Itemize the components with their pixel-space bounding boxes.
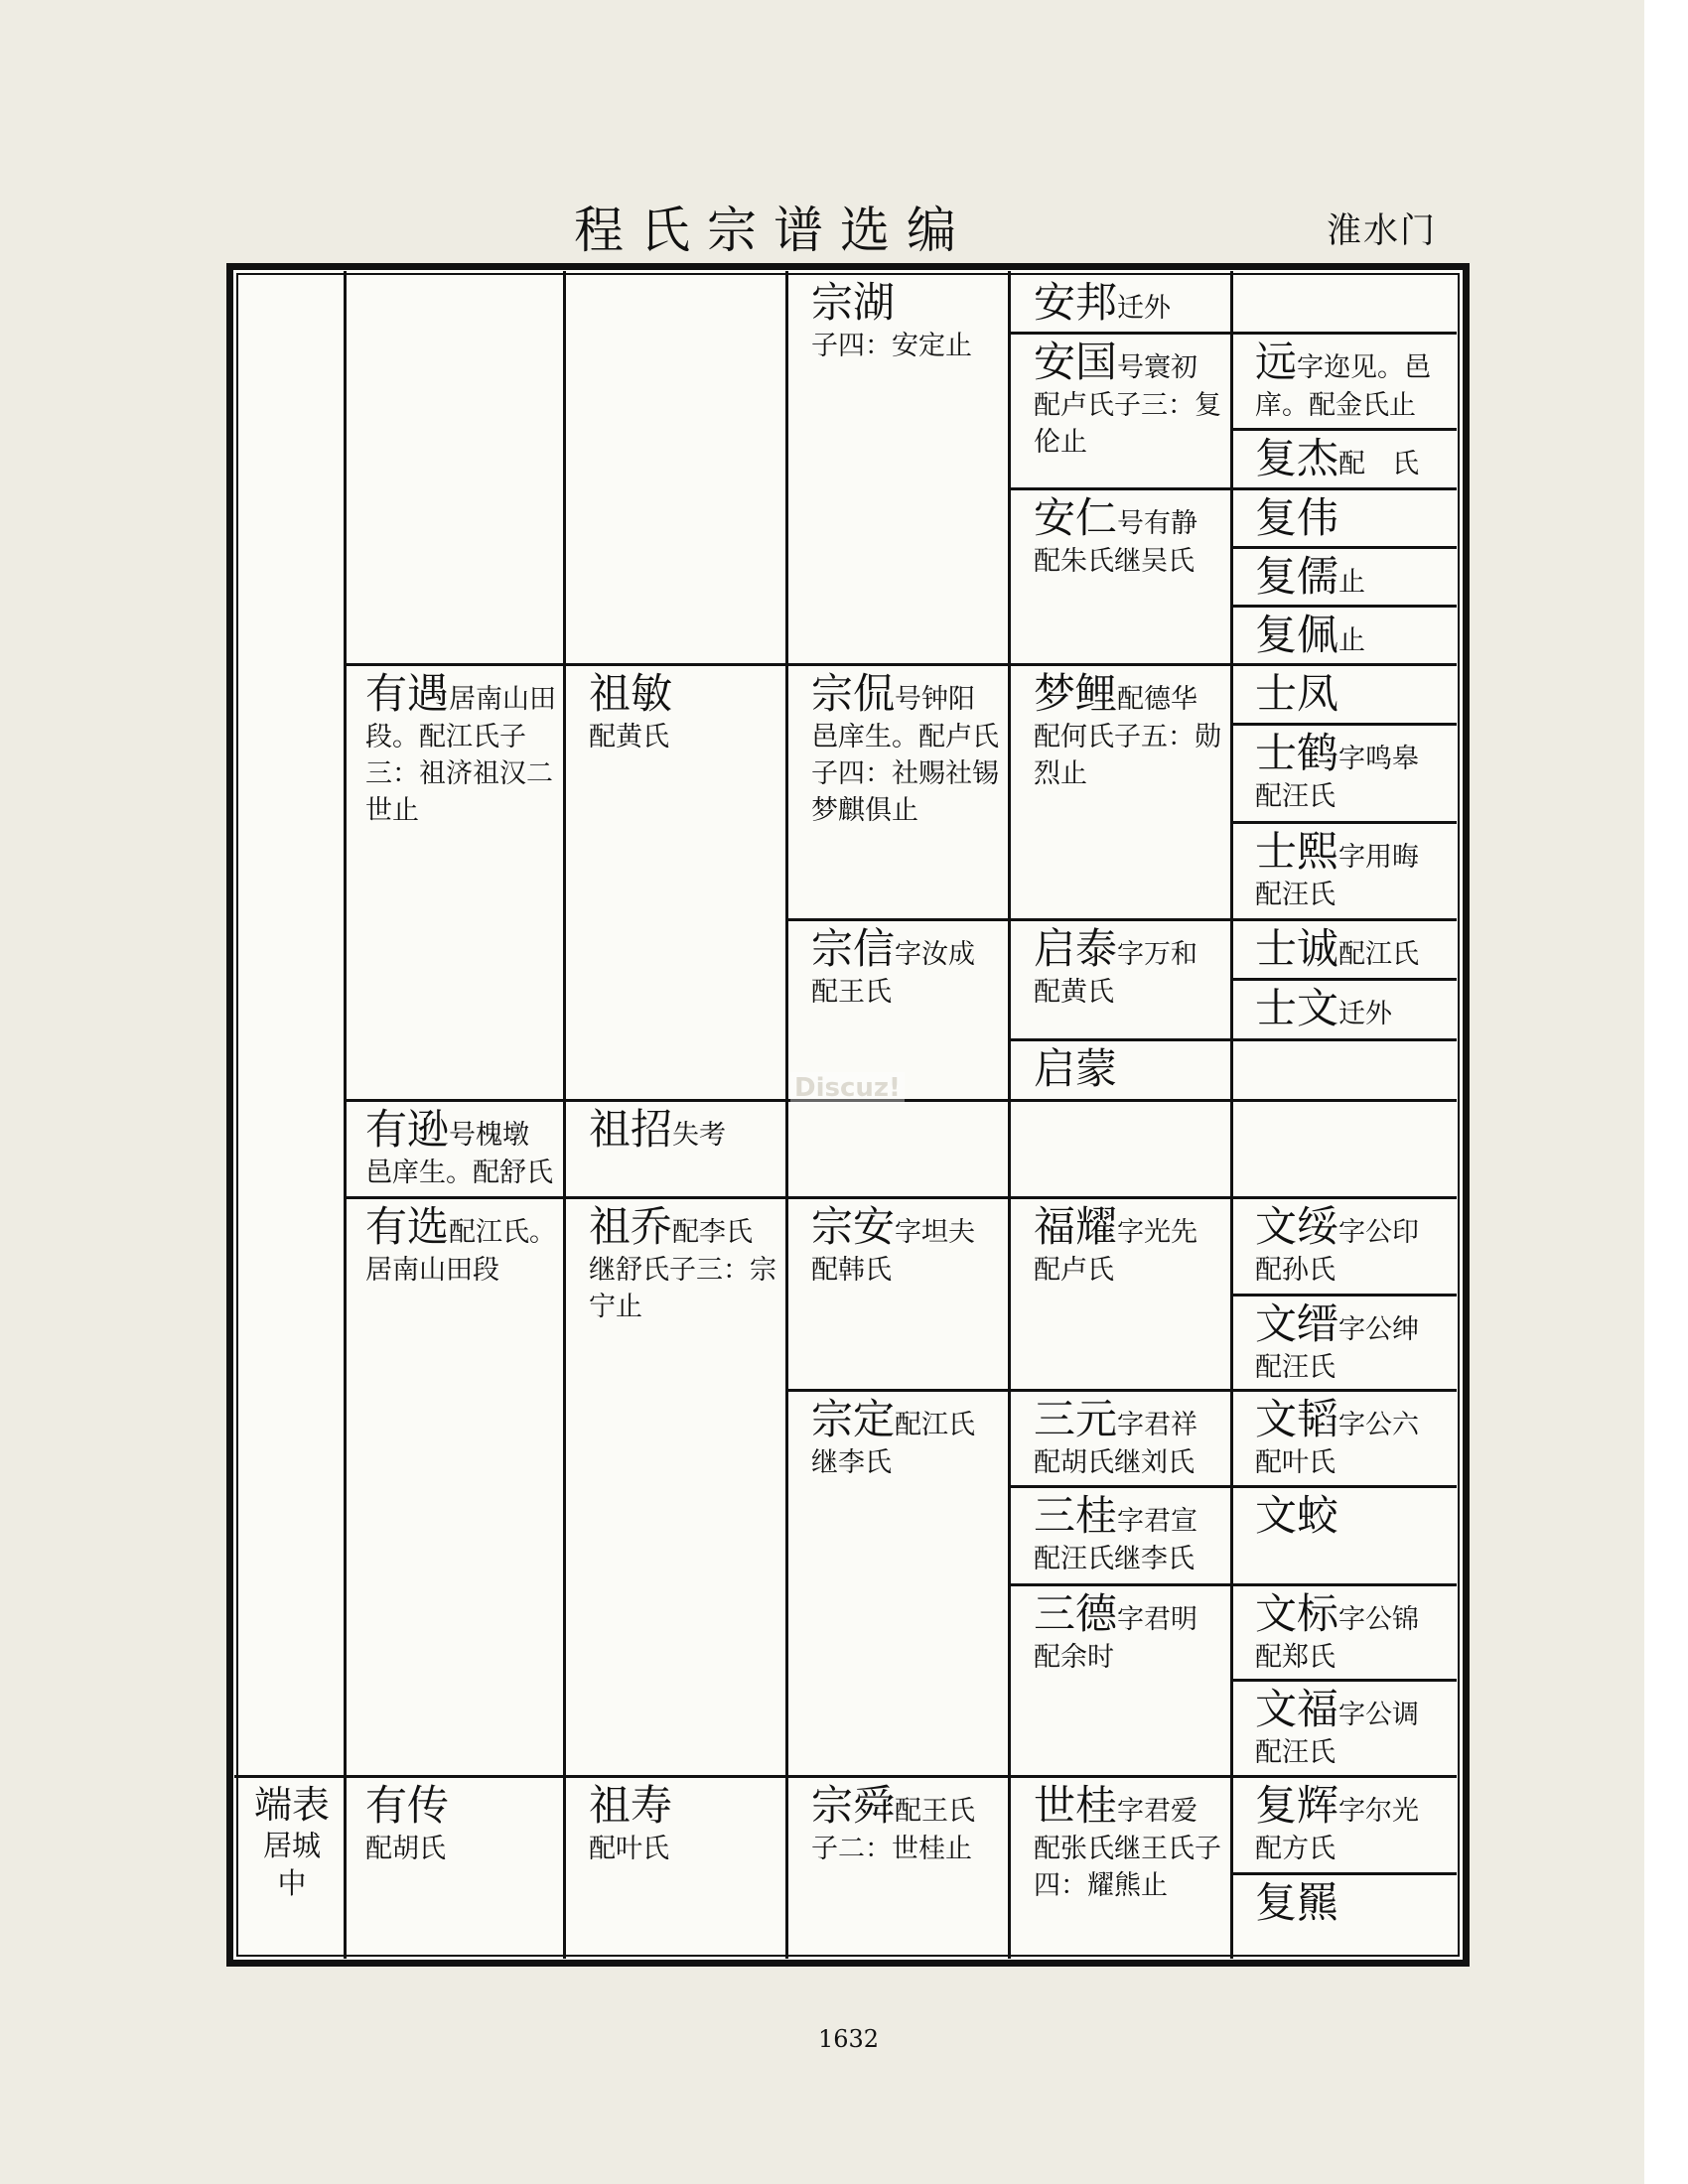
entry-desc-2: 继舒氏子三：宗宁止 bbox=[589, 1255, 776, 1322]
row-divider bbox=[1230, 1679, 1457, 1682]
entry-desc: 号有静 bbox=[1117, 508, 1198, 539]
entry-qimeng bbox=[1034, 1044, 1228, 1094]
row-divider bbox=[1230, 546, 1457, 549]
entry-mengli bbox=[1034, 669, 1228, 792]
entry-name: 复佩 bbox=[1255, 611, 1339, 659]
entry-name: 文福 bbox=[1255, 1685, 1339, 1733]
row-divider bbox=[1008, 1583, 1457, 1586]
entry-sangui bbox=[1034, 1491, 1228, 1577]
row-divider bbox=[1008, 1038, 1457, 1041]
row-divider bbox=[1230, 723, 1457, 726]
entry-sanyuan bbox=[1034, 1395, 1228, 1481]
entry-desc-2: 配汪氏 bbox=[1255, 781, 1336, 812]
entry-name: 祖乔 bbox=[589, 1202, 673, 1251]
row-divider bbox=[1230, 428, 1457, 431]
entry-name: 远 bbox=[1255, 338, 1298, 386]
entry-desc-2: 配汪氏 bbox=[1255, 1737, 1336, 1768]
entry-name: 安仁 bbox=[1034, 493, 1118, 542]
entry-desc: 居城中 bbox=[262, 1829, 321, 1900]
entry-desc: 字君爱 bbox=[1117, 1796, 1198, 1827]
entry-desc: 号寰初 bbox=[1117, 352, 1198, 383]
entry-name: 宗侃 bbox=[811, 669, 896, 718]
row-divider bbox=[1230, 1294, 1457, 1297]
entry-anguo bbox=[1034, 338, 1228, 461]
entry-desc-2: 配韩氏 bbox=[811, 1255, 892, 1286]
entry-desc: 字公锦 bbox=[1338, 1604, 1420, 1635]
entry-desc: 配黄氏 bbox=[589, 722, 669, 752]
entry-desc-2: 配余时 bbox=[1034, 1642, 1114, 1673]
entry-desc: 字鸣皋 bbox=[1338, 744, 1420, 774]
page-number: 1632 bbox=[818, 2025, 880, 2053]
entry-youxuan bbox=[365, 1202, 560, 1289]
row-divider bbox=[785, 918, 1457, 921]
entry-name: 复杰 bbox=[1255, 434, 1339, 482]
entry-desc-2: 配方氏 bbox=[1255, 1834, 1336, 1864]
column-divider bbox=[344, 271, 347, 1959]
entry-name: 宗湖 bbox=[811, 278, 896, 327]
entry-desc: 配江氏。居南山田段 bbox=[365, 1217, 557, 1286]
entry-shiwen bbox=[1255, 984, 1450, 1033]
entry-desc: 字万和 bbox=[1117, 939, 1198, 970]
entry-desc-2: 继李氏 bbox=[811, 1447, 892, 1478]
entry-desc-2: 配叶氏 bbox=[1255, 1447, 1336, 1478]
column-divider bbox=[563, 271, 566, 1959]
entry-sande bbox=[1034, 1589, 1228, 1676]
entry-desc: 字光先 bbox=[1117, 1217, 1198, 1248]
entry-name: 复儒 bbox=[1255, 552, 1339, 601]
entry-zongding bbox=[811, 1395, 1006, 1481]
column-divider bbox=[1230, 271, 1233, 1959]
entry-desc: 迁外 bbox=[1117, 293, 1172, 324]
entry-desc: 配德华 bbox=[1117, 684, 1198, 715]
entry-name: 有遇 bbox=[365, 669, 450, 718]
entry-desc-2: 配卢氏子三：复伦止 bbox=[1034, 390, 1221, 458]
row-divider bbox=[1008, 332, 1457, 335]
entry-desc: 配王氏 bbox=[895, 1796, 976, 1827]
row-divider bbox=[234, 1775, 1457, 1778]
entry-furu bbox=[1255, 552, 1450, 602]
entry-shigui bbox=[1034, 1781, 1228, 1904]
entry-shixi bbox=[1255, 827, 1450, 913]
entry-desc: 居南山田段。配江氏子三：祖济祖汉二世止 bbox=[365, 684, 557, 826]
entry-desc: 字君祥 bbox=[1117, 1410, 1198, 1440]
entry-name: 士熙 bbox=[1255, 827, 1339, 876]
entry-yuan bbox=[1255, 338, 1450, 424]
entry-desc-2: 配郑氏 bbox=[1255, 1642, 1336, 1673]
entry-name: 梦鲤 bbox=[1034, 669, 1118, 718]
entry-desc-2: 配汪氏 bbox=[1255, 1352, 1336, 1383]
entry-desc: 号槐墩 bbox=[449, 1120, 530, 1151]
entry-name: 士鹤 bbox=[1255, 729, 1339, 777]
row-divider bbox=[1230, 978, 1457, 981]
entry-name: 文韬 bbox=[1255, 1395, 1339, 1443]
entry-name: 宗安 bbox=[811, 1202, 896, 1251]
entry-desc: 迁外 bbox=[1338, 999, 1393, 1029]
row-divider bbox=[344, 663, 1457, 666]
entry-name: 文缙 bbox=[1255, 1299, 1339, 1348]
entry-anbang bbox=[1034, 278, 1228, 328]
entry-wenjin bbox=[1255, 1299, 1450, 1386]
entry-desc: 字公六 bbox=[1338, 1410, 1420, 1440]
entry-desc: 配叶氏 bbox=[589, 1834, 669, 1864]
entry-shicheng bbox=[1255, 924, 1450, 974]
entry-anren bbox=[1034, 493, 1228, 580]
row-divider bbox=[1230, 1872, 1457, 1875]
entry-name: 安国 bbox=[1034, 338, 1118, 386]
entry-name: 世桂 bbox=[1034, 1781, 1118, 1830]
row-divider bbox=[1008, 487, 1457, 490]
entry-desc: 字君宣 bbox=[1117, 1506, 1198, 1537]
entry-desc: 字迩见。邑庠。配金氏止 bbox=[1255, 352, 1432, 421]
entry-desc: 字公调 bbox=[1338, 1700, 1420, 1730]
entry-youxun bbox=[365, 1105, 560, 1191]
entry-name: 福耀 bbox=[1034, 1202, 1118, 1251]
entry-desc: 配江氏 bbox=[895, 1410, 976, 1440]
entry-wensui bbox=[1255, 1202, 1450, 1289]
entry-name: 文蛟 bbox=[1255, 1491, 1339, 1540]
entry-name: 士凤 bbox=[1255, 669, 1339, 718]
column-divider bbox=[1008, 271, 1011, 1959]
entry-desc-2: 子二：世桂止 bbox=[811, 1834, 972, 1864]
entry-desc-2: 配卢氏 bbox=[1034, 1255, 1114, 1286]
entry-name: 宗信 bbox=[811, 924, 896, 973]
entry-desc: 字君明 bbox=[1117, 1604, 1198, 1635]
entry-desc-2: 配汪氏继李氏 bbox=[1034, 1544, 1195, 1574]
entry-name: 文标 bbox=[1255, 1589, 1339, 1638]
entry-zushou bbox=[589, 1781, 783, 1867]
entry-desc-2: 配孙氏 bbox=[1255, 1255, 1336, 1286]
entry-desc: 配 氏 bbox=[1338, 449, 1420, 479]
row-divider bbox=[785, 1389, 1457, 1392]
entry-youyu bbox=[365, 669, 560, 829]
row-divider bbox=[1008, 1485, 1457, 1488]
entry-desc: 字汝成 bbox=[895, 939, 976, 970]
row-divider bbox=[1230, 605, 1457, 608]
entry-zuqiao bbox=[589, 1202, 783, 1325]
entry-zongxin bbox=[811, 924, 1006, 1011]
entry-fupi bbox=[1255, 1878, 1450, 1928]
entry-desc: 配江氏 bbox=[1338, 939, 1420, 970]
entry-zumin bbox=[589, 669, 783, 755]
entry-desc-2: 配汪氏 bbox=[1255, 880, 1336, 910]
entry-name: 端表 bbox=[253, 1783, 330, 1827]
page-title: 程氏宗谱选编 bbox=[574, 202, 973, 259]
branch-label: 淮水门 bbox=[1327, 211, 1438, 251]
entry-wenbiao bbox=[1255, 1589, 1450, 1676]
entry-fujie bbox=[1255, 434, 1450, 483]
entry-youchuan bbox=[365, 1781, 560, 1867]
entry-zonghu bbox=[811, 278, 1000, 364]
entry-name: 有传 bbox=[365, 1781, 450, 1830]
entry-wenjiao bbox=[1255, 1491, 1450, 1541]
entry-fuwei bbox=[1255, 493, 1450, 543]
entry-desc: 字用晦 bbox=[1338, 842, 1420, 873]
entry-desc: 字坦夫 bbox=[895, 1217, 976, 1248]
entry-qitai bbox=[1034, 924, 1228, 1011]
page-edge-strip bbox=[1644, 0, 1688, 2184]
entry-name: 三桂 bbox=[1034, 1491, 1118, 1540]
entry-name: 士诚 bbox=[1255, 924, 1339, 973]
row-divider bbox=[1230, 821, 1457, 824]
entry-name: 复羆 bbox=[1255, 1878, 1339, 1927]
entry-fuyao bbox=[1034, 1202, 1228, 1289]
entry-wentao bbox=[1255, 1395, 1450, 1481]
entry-desc-2: 配黄氏 bbox=[1034, 977, 1114, 1008]
entry-desc: 子四：安定止 bbox=[811, 331, 972, 361]
entry-desc: 配胡氏 bbox=[365, 1834, 446, 1864]
entry-desc-2: 邑庠生。配舒氏 bbox=[365, 1158, 553, 1188]
entry-desc-2: 配何氏子五：勋烈止 bbox=[1034, 722, 1221, 789]
entry-name: 文绥 bbox=[1255, 1202, 1339, 1251]
entry-zongan bbox=[811, 1202, 1006, 1289]
entry-name: 复辉 bbox=[1255, 1781, 1339, 1830]
entry-name: 祖敏 bbox=[589, 669, 673, 718]
entry-desc: 失考 bbox=[672, 1120, 727, 1151]
entry-shihe bbox=[1255, 729, 1450, 815]
entry-duanbiao bbox=[243, 1783, 341, 1902]
entry-name: 士文 bbox=[1255, 984, 1339, 1032]
entry-desc-2: 邑庠生。配卢氏子四：社赐社锡梦麒俱止 bbox=[811, 722, 999, 826]
entry-name: 三元 bbox=[1034, 1395, 1118, 1443]
entry-name: 有选 bbox=[365, 1202, 450, 1251]
entry-zongkan bbox=[811, 669, 1006, 829]
entry-zongshun bbox=[811, 1781, 1006, 1867]
entry-wenfu bbox=[1255, 1685, 1450, 1771]
entry-zuzhao bbox=[589, 1105, 783, 1155]
entry-desc: 字尔光 bbox=[1338, 1796, 1420, 1827]
entry-desc-2: 配胡氏继刘氏 bbox=[1034, 1447, 1195, 1478]
entry-desc-2: 配张氏继王氏子四：耀熊止 bbox=[1034, 1834, 1221, 1901]
entry-name: 宗舜 bbox=[811, 1781, 896, 1830]
entry-desc: 止 bbox=[1338, 625, 1366, 656]
entry-fuhui bbox=[1255, 1781, 1450, 1867]
watermark: Discuz! bbox=[790, 1072, 905, 1104]
entry-name: 祖寿 bbox=[589, 1781, 673, 1830]
entry-name: 安邦 bbox=[1034, 278, 1118, 327]
entry-name: 启泰 bbox=[1034, 924, 1118, 973]
entry-name: 祖招 bbox=[589, 1105, 673, 1154]
entry-desc-2: 配王氏 bbox=[811, 977, 892, 1008]
entry-desc: 字公绅 bbox=[1338, 1314, 1420, 1345]
entry-name: 有逊 bbox=[365, 1105, 450, 1154]
column-divider bbox=[785, 271, 788, 1959]
entry-name: 宗定 bbox=[811, 1395, 896, 1443]
entry-fupei bbox=[1255, 611, 1450, 660]
entry-desc: 号钟阳 bbox=[895, 684, 976, 715]
entry-name: 三德 bbox=[1034, 1589, 1118, 1638]
entry-desc: 字公印 bbox=[1338, 1217, 1420, 1248]
entry-name: 复伟 bbox=[1255, 493, 1339, 542]
entry-desc: 配李氏 bbox=[672, 1217, 754, 1248]
entry-name: 启蒙 bbox=[1034, 1044, 1118, 1093]
entry-desc-2: 配朱氏继吴氏 bbox=[1034, 546, 1195, 577]
entry-shifeng bbox=[1255, 669, 1450, 719]
entry-desc: 止 bbox=[1338, 567, 1366, 598]
row-divider bbox=[344, 1196, 1457, 1199]
